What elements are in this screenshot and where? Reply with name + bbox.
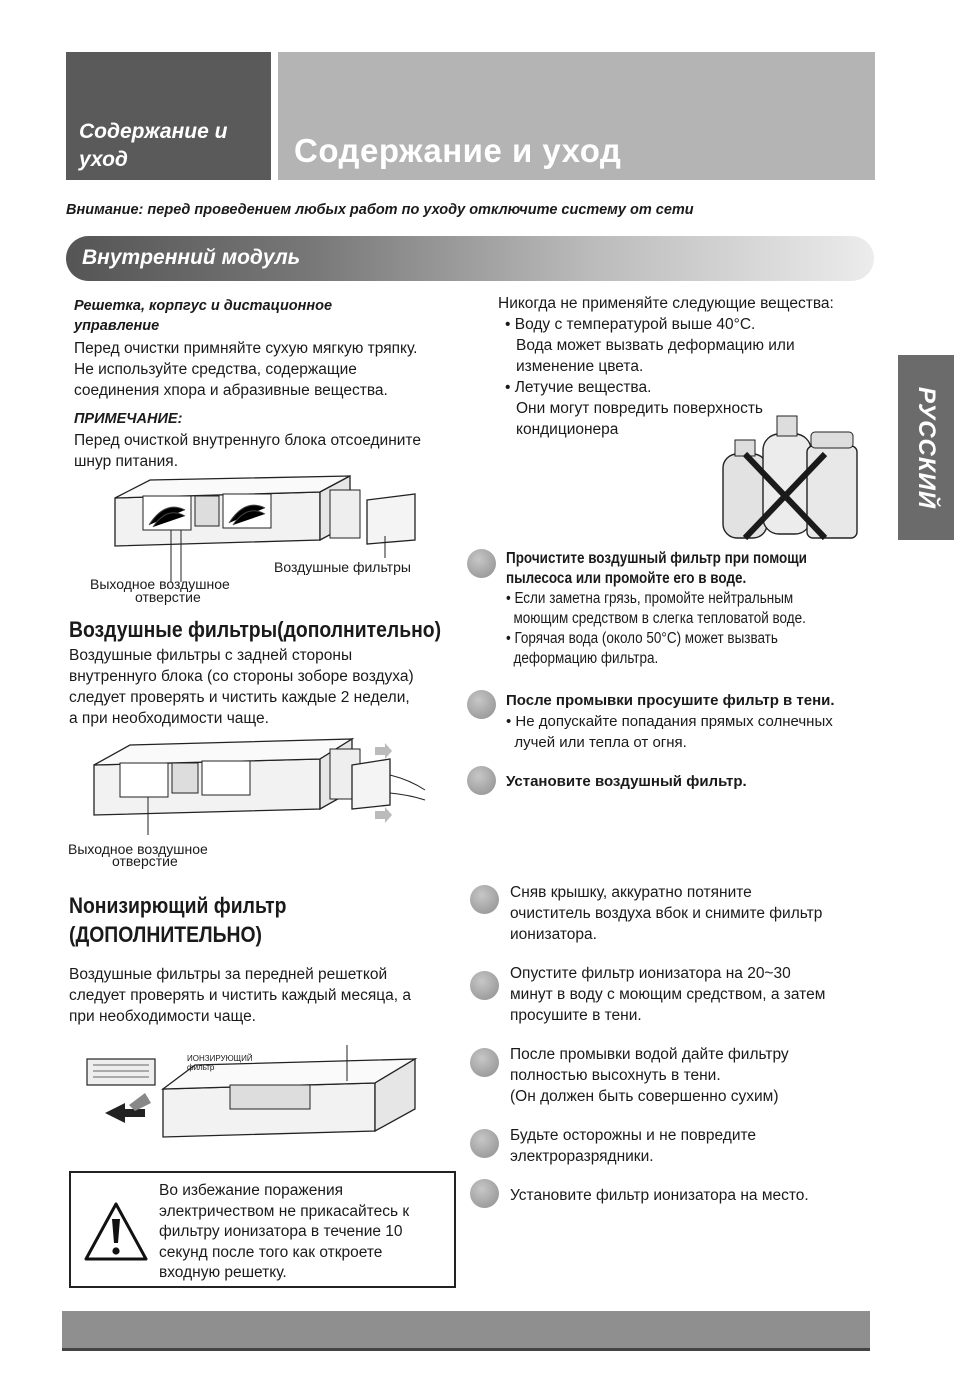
ionizer-text — [69, 964, 411, 1027]
filter-step-1-line: • Если заметна грязь, промойте нейтральным — [506, 590, 794, 607]
ionizer-step-1 — [510, 882, 822, 945]
prohibited-substances-icon — [715, 412, 865, 542]
filter-step-2 — [506, 690, 835, 753]
label-air-outlet-2: Выходное воздушное — [68, 841, 208, 857]
filter-step-3: Установите воздушный фильтр. — [506, 773, 747, 790]
ionizer-step-line: электроразрядники. — [510, 1148, 654, 1165]
step-marker-icon — [470, 1179, 499, 1208]
ionizer-step-line: (Он должен быть совершенно сухим) — [510, 1088, 779, 1105]
label-air-outlet-line2: отверстие — [135, 589, 201, 605]
ionizer-step-line: После промывки водой дайте фильтру — [510, 1046, 789, 1063]
caution-text — [159, 1181, 409, 1284]
ionizer-step-line: Будьте осторожны и не повредите — [510, 1127, 757, 1144]
ionizer-step-line: полностью высохнуть в тени. — [510, 1067, 721, 1084]
grille-text-line: Не используйте средства, содержащие — [74, 361, 357, 378]
never-use-item-text: Вода может вызвать деформацию или — [516, 337, 795, 354]
air-filters-line: а при необходимости чаще. — [69, 710, 269, 727]
footer-bar — [62, 1311, 870, 1351]
step-marker-icon — [467, 549, 496, 578]
label-air-outlet: Выходное воздушное — [90, 576, 230, 592]
filter-step-2-line: • Не допускайте попадания прямых солнечных — [506, 713, 833, 730]
grille-heading-line: Решетка, корпгус и дистационное — [74, 298, 333, 314]
ionizer-heading — [69, 891, 286, 949]
never-use-item: • Летучие вещества. — [505, 379, 652, 396]
ionizer-step-line: Сняв крышку, аккуратно потяните — [510, 884, 752, 901]
grille-text-line: соединения хпора и абразивные вещества. — [74, 382, 388, 399]
ionizer-text-line: Воздушные фильтры за передней решеткой — [69, 966, 388, 983]
never-use-item: • Воду с температурой выше 40°C. — [505, 316, 756, 333]
header-section-tab — [66, 52, 271, 180]
note-text-line: шнур питания. — [74, 453, 179, 470]
note-text — [74, 430, 421, 472]
section-bar — [66, 236, 874, 281]
filter-step-1-line: деформацию фильтра. — [506, 650, 659, 667]
never-use-item-text: кондиционера — [516, 421, 619, 438]
filter-step-1-bold: Прочистите воздушный фильтр при помощи — [506, 550, 807, 567]
filter-step-2-bold: После промывки просушите фильтр в тени. — [506, 692, 835, 709]
caution-line: Во избежание поражения — [159, 1182, 343, 1199]
caution-line: электричеством не прикасайтесь к — [159, 1202, 410, 1220]
caution-line: фильтру ионизатора в течение 10 — [159, 1223, 403, 1240]
air-filters-text — [69, 645, 414, 729]
warning-triangle-icon — [83, 1201, 149, 1263]
grille-heading-line: управление — [74, 318, 160, 334]
filter-step-1 — [506, 549, 871, 669]
never-use-item-text: Они могут повредить поверхность — [516, 400, 763, 417]
never-use-intro: Никогда не применяйте следующие вещества: — [498, 295, 834, 312]
ionizer-heading-line: (ДОПОЛНИТЕЛЬНО) — [69, 922, 262, 947]
filter-step-1-line: моющим средством в слегка тепловатой воде. — [506, 610, 806, 627]
ionizer-step-line: очиститель воздуха вбок и снимите фильтр — [510, 905, 823, 922]
step-marker-icon — [470, 1129, 499, 1158]
air-filters-heading: Воздушные фильтры(дополнительно) — [69, 617, 442, 642]
note-heading: ПРИМЕЧАНИЕ: — [74, 411, 183, 427]
ionizer-step-line: Опустите фильтр ионизатора на 20~30 — [510, 965, 791, 982]
ionizer-step-4 — [510, 1125, 756, 1167]
step-marker-icon — [470, 1048, 499, 1077]
air-filters-line: следует проверять и чистить каждые 2 недели, — [69, 689, 410, 706]
ionizer-step-2 — [510, 963, 825, 1026]
section-title: Внутренний модуль — [82, 246, 301, 269]
ionizer-step-5: Установите фильтр ионизатора на место. — [510, 1187, 809, 1204]
label-ionizer-filter-line: ИОНЗИРУЮЩИЙ — [187, 1054, 253, 1063]
air-filters-line: Воздушные фильтры с задней стороны — [69, 647, 353, 664]
language-tab — [898, 355, 954, 540]
header-section-title: Содержание и уход — [79, 120, 228, 171]
grille-text-line: Перед очистки примняйте сухую мягкую тряпку. — [74, 340, 418, 357]
filter-removal-illustration — [90, 735, 420, 835]
note-text-line: Перед очисткой внутреннуго блока отсоедините — [74, 432, 421, 449]
filter-step-1-bold: пылесоса или промойте его в воде. — [506, 570, 747, 587]
ionizer-heading-line: Nонизирющий фильтр — [69, 893, 287, 918]
label-ionizer-filter — [187, 1054, 253, 1072]
caution-line: входную решетку. — [159, 1264, 287, 1281]
air-filters-line: внутреннуго блока (со стороны зоборе воздуха) — [69, 668, 414, 685]
filter-step-1-line: • Горячая вода (около 50°C) может вызвать — [506, 630, 778, 647]
label-air-filters: Воздушные фильтры — [274, 559, 411, 575]
ionizer-text-line: следует проверять и чистить каждый месяца, а — [69, 987, 411, 1004]
page-title: Содержание и уход — [294, 132, 622, 169]
electric-shock-caution — [69, 1171, 456, 1288]
filter-step-2-line: лучей или тепла от огня. — [506, 734, 687, 751]
ionizer-illustration — [85, 1045, 445, 1140]
never-use-item-text: изменение цвета. — [516, 358, 644, 375]
step-marker-icon — [467, 766, 496, 795]
ionizer-step-line: ионизатора. — [510, 926, 597, 943]
caution-line: секунд после того как откроете — [159, 1243, 383, 1261]
ionizer-step-line: просушите в тени. — [510, 1007, 642, 1024]
grille-heading — [74, 296, 332, 336]
grille-text — [74, 338, 417, 401]
ionizer-step-line: минут в воду с моющим средством, а затем — [510, 986, 826, 1003]
ionizer-step-3 — [510, 1044, 789, 1107]
language-label: РУССКИЙ — [913, 386, 940, 509]
step-marker-icon — [467, 690, 496, 719]
header-main-bar — [278, 52, 875, 180]
label-air-outlet-2-line2: отверстие — [112, 853, 178, 869]
step-marker-icon — [470, 885, 499, 914]
ionizer-text-line: при необходимости чаще. — [69, 1008, 256, 1025]
label-ionizer-filter-line: фильтр — [187, 1063, 215, 1072]
step-marker-icon — [470, 971, 499, 1000]
indoor-unit-illustration — [105, 470, 425, 570]
safety-warning: Внимание: перед проведением любых работ по уходу отключите систему от сети — [66, 202, 694, 218]
